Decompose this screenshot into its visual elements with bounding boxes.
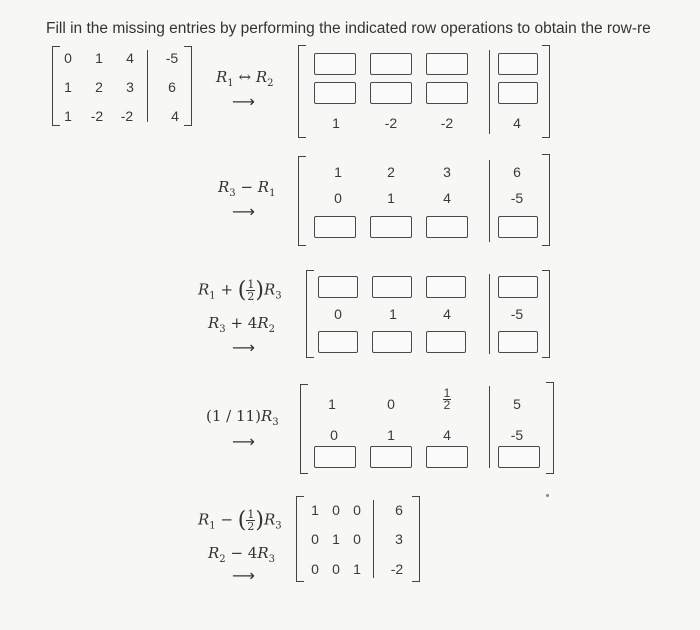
operator: − [235,178,258,196]
row-index: 3 [268,554,275,565]
matrix-cell: 0 [353,531,361,547]
row-index: 2 [267,78,274,89]
matrix-cell: 1 [389,306,397,322]
matrix-cell: 6 [168,79,176,95]
right-bracket [542,270,550,358]
paren: ) [255,278,264,303]
matrix-cell: -2 [120,108,134,124]
denominator: 2 [443,398,451,412]
matrix-cell: 4 [443,190,451,206]
matrix-cell: 4 [126,50,134,66]
answer-input-r2c1[interactable] [314,82,356,104]
right-bracket [546,382,554,474]
row-op-subtract-scaled [198,508,282,533]
answer-input-r3c2[interactable] [372,331,412,353]
augment-separator [147,50,148,122]
answer-input-r3c1[interactable] [318,331,358,353]
augment-separator [489,160,490,242]
augment-separator [489,274,490,354]
matrix-cell: 1 [387,427,395,443]
row-op-subtract-scaled [208,544,275,565]
matrix-cell: 5 [513,396,521,412]
answer-input-r2c4[interactable] [498,82,538,104]
matrix-cell: 2 [95,79,103,95]
row-symbol: R [255,68,268,86]
row-symbol: R [198,280,210,299]
answer-input-r2c3[interactable] [426,82,468,104]
operator: − 4 [225,544,258,562]
matrix-cell: 1 [334,164,342,180]
row-symbol: R [257,544,269,562]
fraction [434,388,460,411]
right-arrow-icon: ⟶ [232,340,255,357]
matrix-cell: -5 [165,50,179,66]
matrix-cell: -2 [384,115,398,131]
answer-input-r2c2[interactable] [370,82,412,104]
matrix-cell: 6 [395,502,403,518]
paren: ) [255,508,264,533]
matrix-cell: -5 [510,306,524,322]
stray-mark [546,494,549,497]
row-index: 2 [268,324,275,335]
row-symbol: R [257,178,270,196]
matrix-cell: 0 [334,306,342,322]
answer-input-r3c3[interactable] [426,446,468,468]
operator: + 4 [225,314,258,332]
answer-input-r1c2[interactable] [372,276,412,298]
answer-input-r1c4[interactable] [498,276,538,298]
answer-input-r1c1[interactable] [314,53,356,75]
row-symbol: R [208,544,220,562]
matrix-cell: 3 [395,531,403,547]
matrix-cell: 0 [64,50,72,66]
row-index: 1 [209,520,216,532]
instruction-text: Fill in the missing entries by performing the indicated row operations to obtain the row-re [46,20,651,37]
matrix-cell: 0 [332,561,340,577]
matrix-cell: 0 [311,561,319,577]
row-index: 1 [227,78,234,89]
paren: ( [237,278,247,303]
matrix-cell: 1 [95,50,103,66]
answer-input-r1c4[interactable] [498,53,538,75]
row-index: 3 [229,188,236,199]
row-op-add-scaled [208,314,275,335]
row-index: 3 [275,520,282,532]
answer-input-r3c4[interactable] [498,216,538,238]
matrix-cell: 1 [332,115,340,131]
right-arrow-icon: ⟶ [232,568,255,585]
matrix-cell: 6 [513,164,521,180]
answer-input-r3c1[interactable] [314,446,356,468]
matrix-cell: 0 [353,502,361,518]
left-bracket [298,45,306,138]
answer-input-r3c2[interactable] [370,446,412,468]
row-symbol: R [257,314,269,332]
matrix-cell: 3 [443,164,451,180]
row-symbol: R [263,510,276,529]
matrix-cell: 4 [171,108,179,124]
answer-input-r1c3[interactable] [426,53,468,75]
matrix-cell: -2 [390,561,404,577]
right-bracket [412,496,420,582]
matrix-cell: -5 [510,427,524,443]
right-arrow-icon: ⟶ [232,204,255,221]
matrix-cell: -5 [510,190,524,206]
augment-separator [489,50,490,134]
row-index: 3 [272,417,279,428]
matrix-cell: 1 [328,396,336,412]
matrix-cell: 0 [387,396,395,412]
operator: + [215,280,238,299]
augment-separator [489,386,490,468]
row-index: 3 [219,324,226,335]
answer-input-r3c1[interactable] [314,216,356,238]
matrix-cell: 1 [64,108,72,124]
left-bracket [300,384,308,474]
right-arrow-icon: ⟶ [232,434,255,451]
matrix-cell: 0 [332,502,340,518]
matrix-cell: -2 [440,115,454,131]
swap-arrow-icon: ↔ [238,68,252,86]
scale-factor: (1 / 11) [206,407,261,425]
paren: ( [237,508,247,533]
row-index: 1 [209,290,216,302]
row-symbol: R [208,314,220,332]
numerator: 1 [247,278,255,291]
row-symbol: R [216,68,228,86]
augment-separator [373,500,374,578]
matrix-cell: 2 [387,164,395,180]
matrix-cell: 4 [443,427,451,443]
numerator: 1 [247,508,255,521]
matrix-cell: 1 [387,190,395,206]
matrix-cell: 0 [334,190,342,206]
matrix-cell: 0 [330,427,338,443]
right-bracket [542,154,550,246]
matrix-cell: 1 [311,502,319,518]
matrix-cell: 4 [513,115,521,131]
matrix-cell: -2 [90,108,104,124]
row-index: 1 [269,188,276,199]
matrix-cell: 4 [443,306,451,322]
right-bracket [542,45,550,138]
row-symbol: R [263,280,276,299]
numerator: 1 [443,386,451,400]
left-bracket [306,270,314,358]
matrix-cell: 3 [126,79,134,95]
answer-input-r3c4[interactable] [498,331,538,353]
answer-input-r3c3[interactable] [426,216,468,238]
answer-input-r3c3[interactable] [426,331,466,353]
operator: − [215,510,238,529]
denominator: 2 [247,520,255,533]
answer-input-r3c2[interactable] [370,216,412,238]
row-symbol: R [218,178,230,196]
answer-input-r1c3[interactable] [426,276,466,298]
row-op-add-scaled [198,278,282,303]
matrix-cell: 1 [353,561,361,577]
row-op-subtract [218,178,275,199]
matrix-cell: 1 [64,79,72,95]
row-index: 3 [275,290,282,302]
row-op-scale [206,407,279,428]
matrix-cell: 1 [332,531,340,547]
row-symbol: R [198,510,210,529]
matrix-cell: 0 [311,531,319,547]
right-arrow-icon: ⟶ [232,94,255,111]
row-op-swap [216,68,273,89]
denominator: 2 [247,290,255,303]
row-symbol: R [260,407,273,425]
answer-input-r1c1[interactable] [318,276,358,298]
row-index: 2 [219,554,226,565]
left-bracket [298,156,306,246]
answer-input-r3c4[interactable] [498,446,540,468]
answer-input-r1c2[interactable] [370,53,412,75]
